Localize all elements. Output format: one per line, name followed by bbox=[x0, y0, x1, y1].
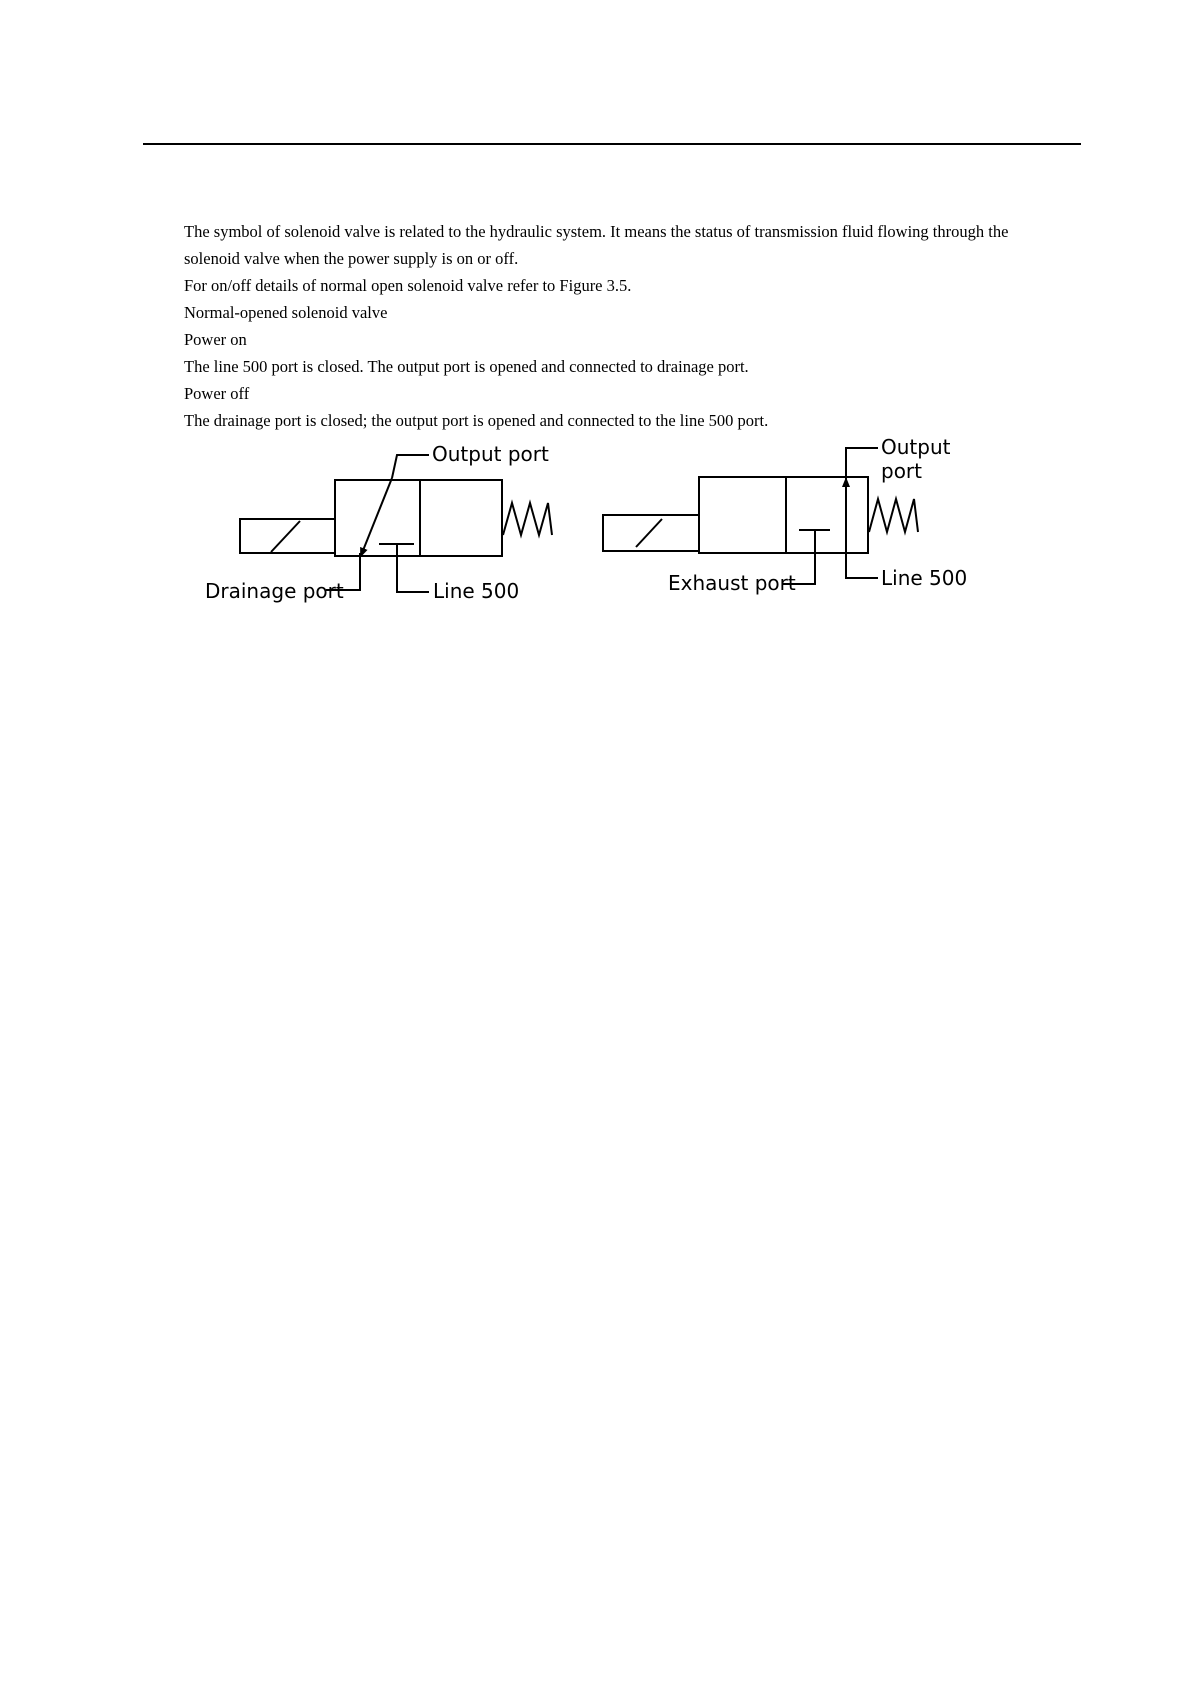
line-500-label: Line 500 bbox=[881, 566, 968, 590]
valve-power-on-symbol bbox=[240, 455, 552, 592]
flow-arrow bbox=[362, 478, 392, 553]
drainage-port-leader bbox=[326, 553, 360, 590]
heading-power-on: Power on bbox=[184, 330, 247, 349]
output-port-label: Output port bbox=[432, 442, 549, 466]
paragraph-power-on-description: The line 500 port is closed. The output port is opened and connected to drainage port. bbox=[184, 357, 749, 376]
solenoid-slash bbox=[271, 521, 300, 552]
solenoid-coil bbox=[240, 519, 335, 553]
valve-power-off-symbol bbox=[603, 448, 918, 584]
solenoid-coil bbox=[603, 515, 699, 551]
output-port-label-line1: Output bbox=[881, 435, 951, 459]
valve-box-right bbox=[420, 480, 502, 556]
line-500-label: Line 500 bbox=[433, 579, 520, 603]
line-500-leader bbox=[846, 555, 878, 578]
valve-box-left bbox=[699, 477, 786, 553]
paragraph-intro-line1: The symbol of solenoid valve is related to the hydraulic system. It means the status of transmission fluid flowing through the bbox=[184, 222, 1009, 241]
valve-box-right bbox=[786, 477, 868, 553]
spring-symbol bbox=[869, 499, 918, 532]
line-500-leader bbox=[397, 544, 429, 592]
spring-symbol bbox=[503, 503, 552, 535]
heading-power-off: Power off bbox=[184, 384, 250, 403]
output-port-leader bbox=[392, 455, 429, 478]
output-port-label-line2: port bbox=[881, 459, 922, 483]
exhaust-port-leader bbox=[782, 530, 815, 584]
output-port-leader bbox=[846, 448, 878, 482]
header-rule bbox=[143, 143, 1081, 145]
paragraph-figure-reference: For on/off details of normal open solenoid valve refer to Figure 3.5. bbox=[184, 276, 632, 295]
exhaust-port-label: Exhaust port bbox=[668, 571, 796, 595]
solenoid-slash bbox=[636, 519, 662, 547]
valve-box-left bbox=[335, 480, 420, 556]
body-text bbox=[184, 218, 1084, 434]
drainage-port-label: Drainage port bbox=[205, 579, 344, 603]
paragraph-power-off-description: The drainage port is closed; the output port is opened and connected to the line 500 port. bbox=[184, 411, 769, 430]
heading-normal-opened-valve: Normal-opened solenoid valve bbox=[184, 303, 388, 322]
paragraph-intro-line2: solenoid valve when the power supply is on or off. bbox=[184, 249, 519, 268]
